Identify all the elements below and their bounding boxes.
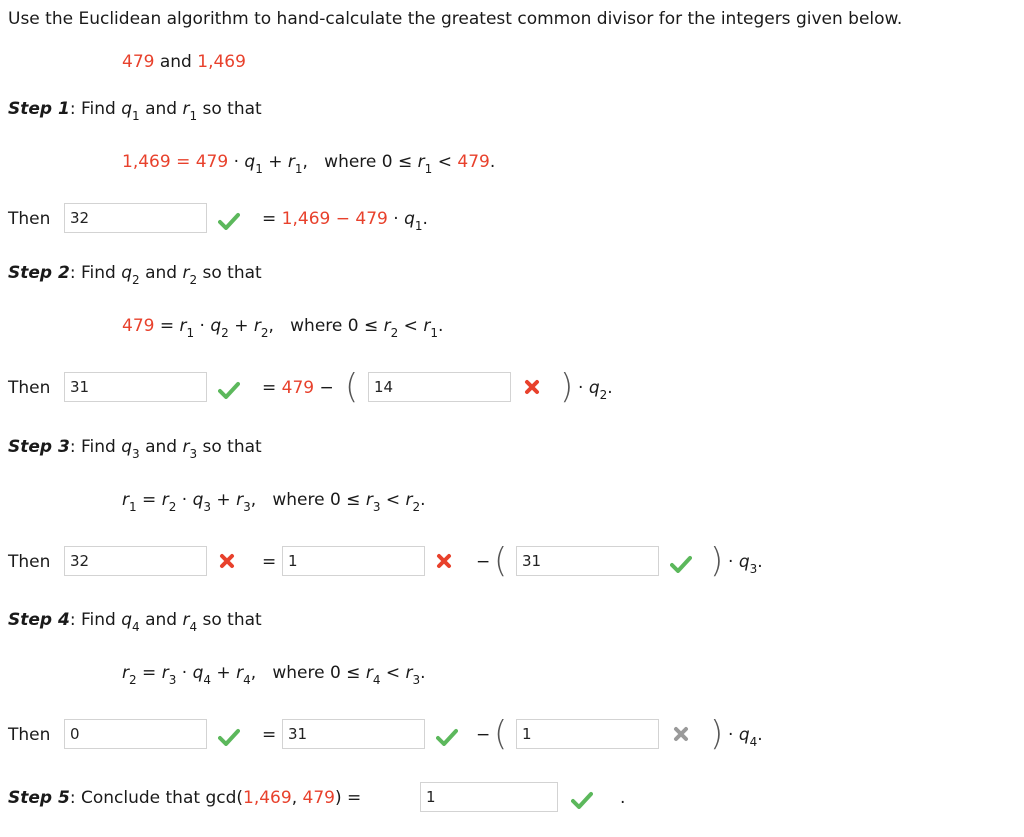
step-5-conclusion: Step 5: Conclude that gcd(1,469, 479) = [8,788,362,808]
equals-sign: = [262,552,277,572]
period: . [620,788,626,808]
step-4-equals-input[interactable]: 31 [282,719,425,749]
step-3-remainder-input[interactable]: 32 [64,546,207,576]
check-icon [218,381,240,399]
close-paren: ) [710,541,724,581]
equals-sign: = [262,725,277,745]
step-3-equals-input[interactable]: 1 [282,546,425,576]
step-3-expression-end: · $q_3$. [728,552,763,576]
step-2-equation: $479 = r_1 \cdot q_2 + r_2$, where $0 \le r_2 < r_1$. [122,316,444,340]
given-integers: 479 and 1,469 [122,52,246,72]
step-4-equation: $r_2 = r_3 \cdot q_4 + r_4$, where $0 \le r_4 < r_3$. [122,663,426,687]
close-paren: ) [710,714,724,754]
open-paren: ( [494,714,508,754]
step-4-heading: Step 4: Find $q_4$ and $r_4$ so that [8,610,262,634]
step-3-then-label: Then [8,552,51,572]
step-4-inner-input[interactable]: 1 [516,719,659,749]
step-1-remainder-input[interactable]: 32 [64,203,207,233]
check-icon [436,728,458,746]
step-2-remainder-input[interactable]: 31 [64,372,207,402]
step-3-inner-input[interactable]: 31 [516,546,659,576]
integer-a: 479 [122,52,155,72]
step-2-expression-start: = 479 − [262,378,334,398]
cross-icon [524,379,540,395]
step-2-expression-end: · $q_2$. [578,378,613,402]
instructions: Use the Euclidean algorithm to hand-calculate the greatest common divisor for the integers given below. [8,9,903,29]
gcd-answer-input[interactable]: 1 [420,782,558,812]
open-paren: ( [494,541,508,581]
step-4-then-label: Then [8,725,51,745]
step-1-remainder-expression: = $1,469 - 479 \cdot q_1$. [262,209,428,233]
step-3-heading: Step 3: Find $q_3$ and $r_3$ so that [8,437,262,461]
check-icon [218,212,240,230]
cross-icon [219,553,235,569]
cross-icon [673,726,689,742]
integer-b: 1,469 [197,52,246,72]
close-paren: ) [560,367,574,407]
step-4-expression-end: · $q_4$. [728,725,763,749]
step-1-then-label: Then [8,209,51,229]
step-2-inner-input[interactable]: 14 [368,372,511,402]
step-2-then-label: Then [8,378,51,398]
step-3-equation: $r_1 = r_2 \cdot q_3 + r_3$, where $0 \le r_3 < r_2$. [122,490,426,514]
cross-icon [436,553,452,569]
check-icon [218,728,240,746]
step-1-heading: Step 1: Find $q_1$ and $r_1$ so that [8,99,262,123]
open-paren: ( [345,367,359,407]
minus-sign: − [476,725,491,745]
check-icon [670,555,692,573]
step-1-equation: $1,469 = 479 \cdot q_1 + r_1$, where $0 \le r_1 < 479$. [122,152,496,176]
check-icon [571,791,593,809]
step-4-remainder-input[interactable]: 0 [64,719,207,749]
minus-sign: − [476,552,491,572]
step-2-heading: Step 2: Find $q_2$ and $r_2$ so that [8,263,262,287]
